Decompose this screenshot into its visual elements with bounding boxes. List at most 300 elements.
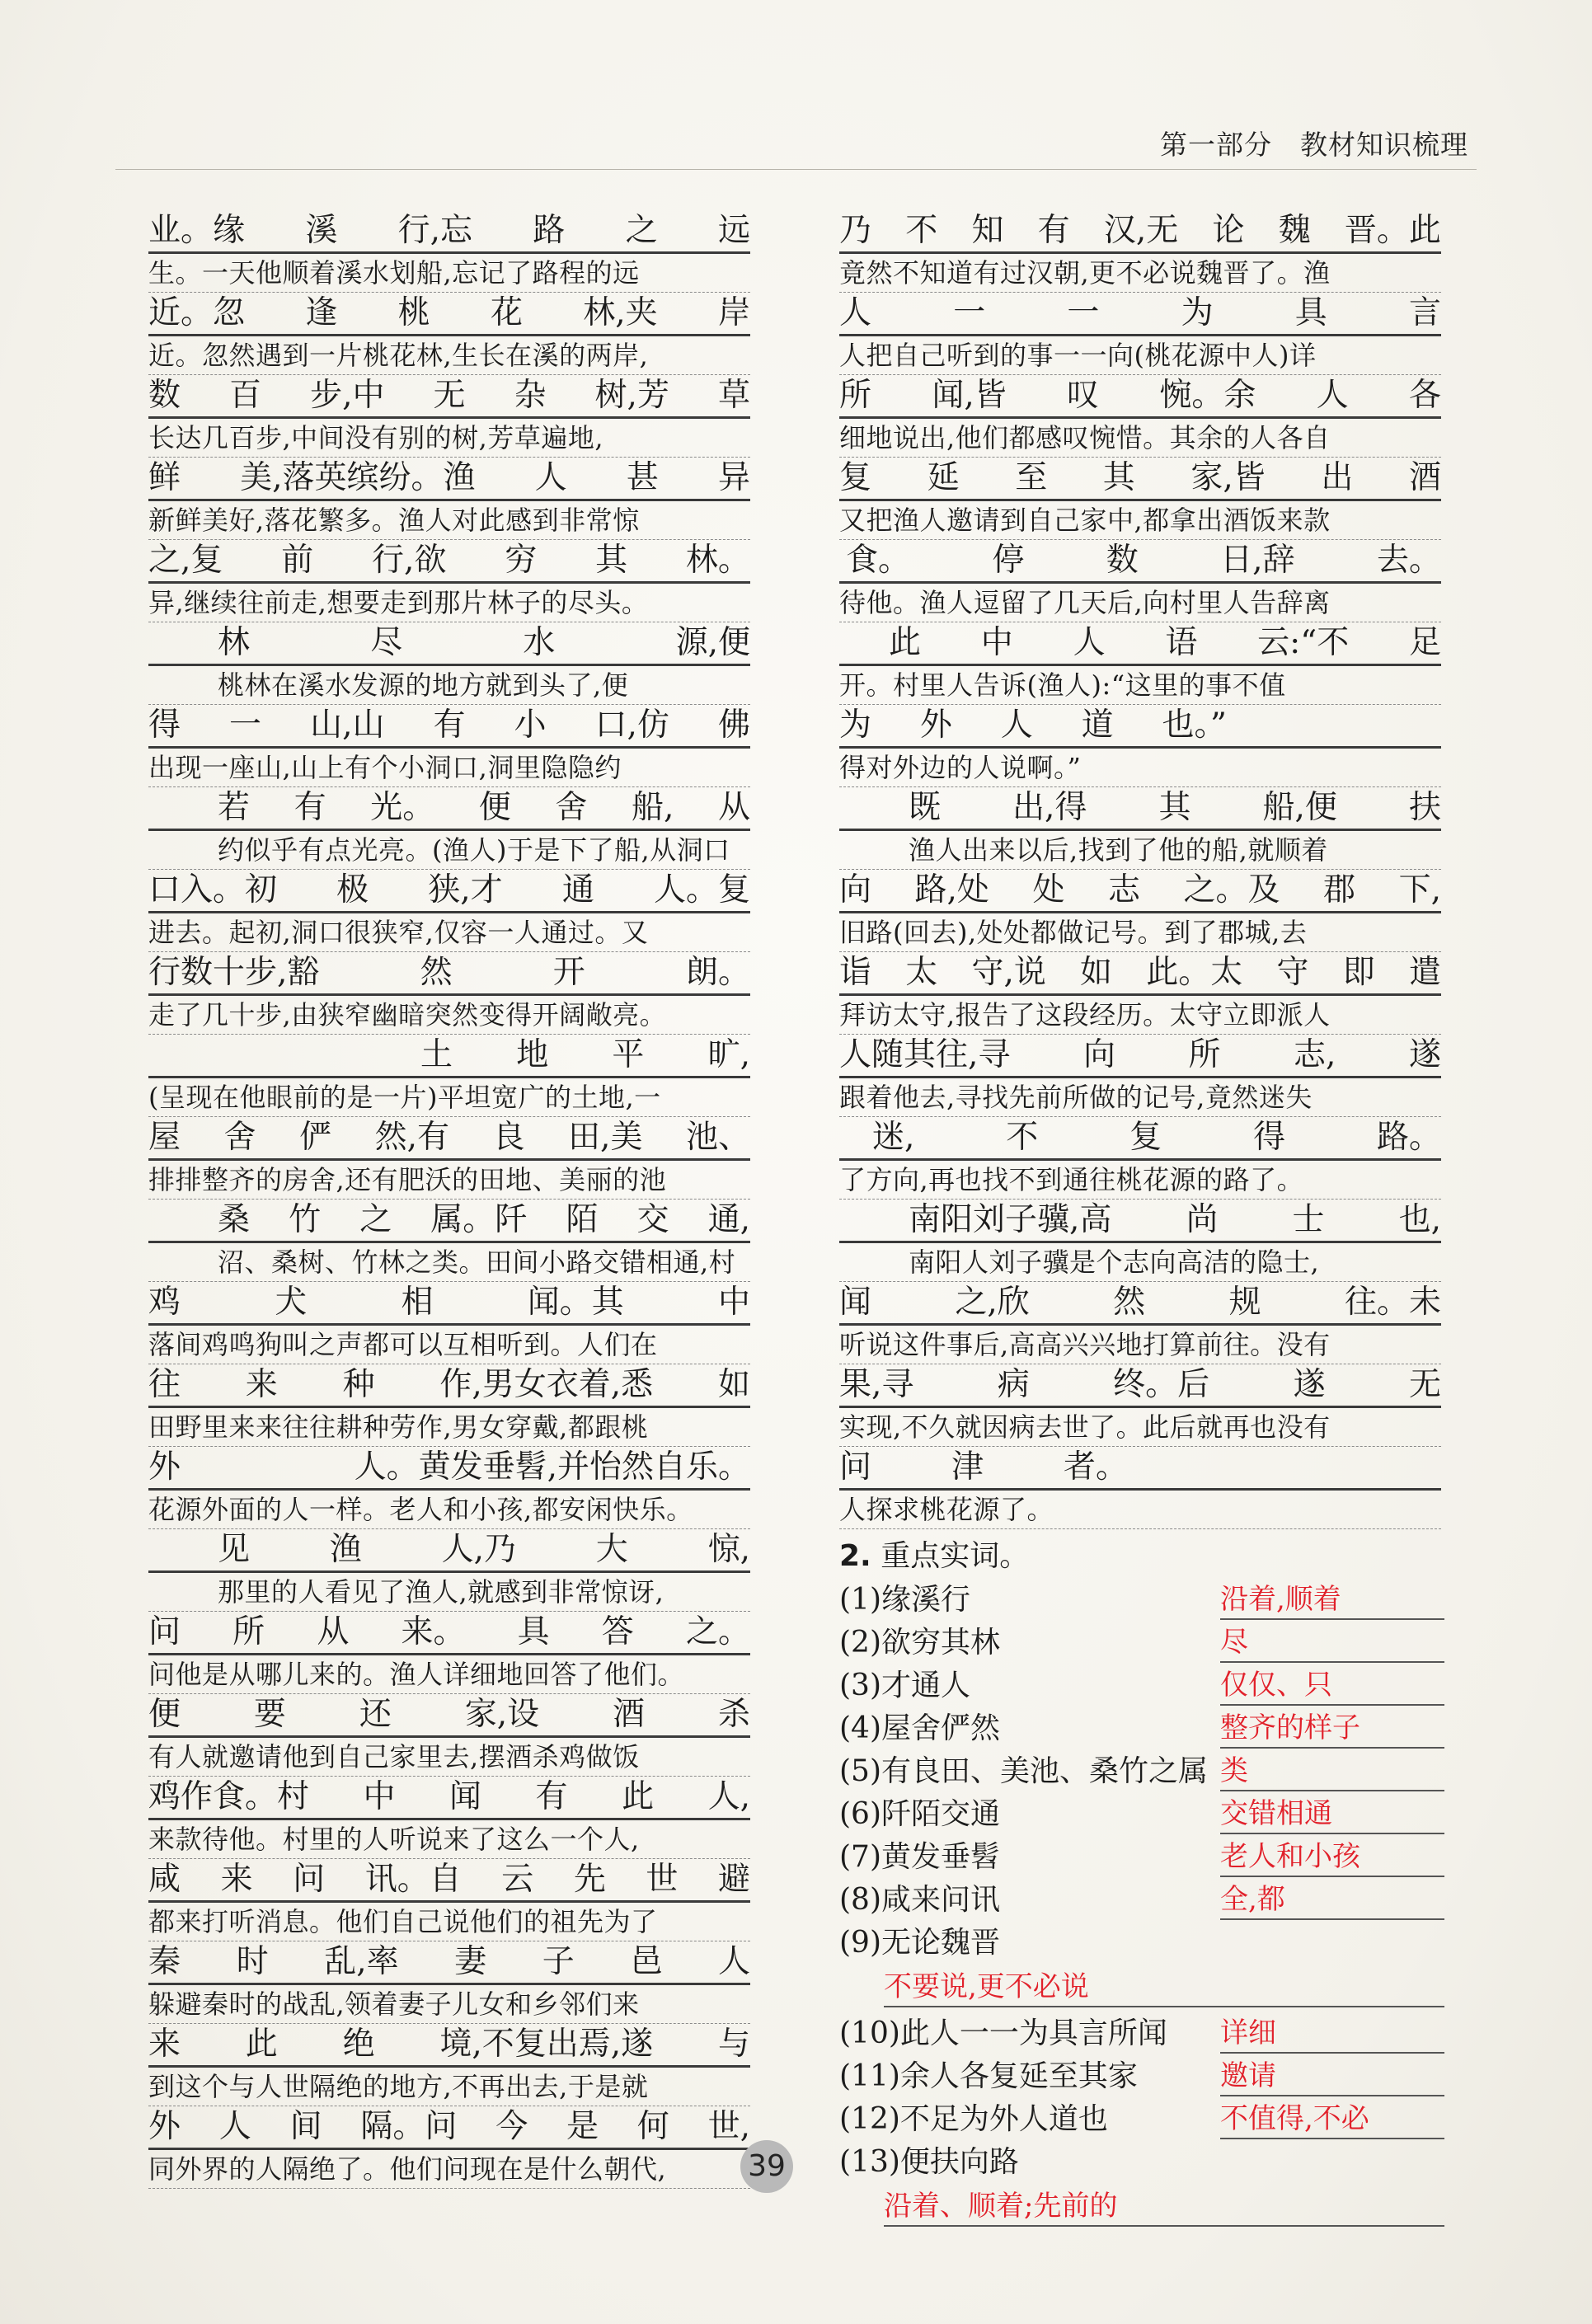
translation-line: 实现,不久就因病去世了。此后就再也没有 — [839, 1408, 1441, 1447]
original-segment: 其 — [595, 542, 628, 579]
original-segment: 得 — [148, 707, 181, 744]
original-segment: 家,皆 — [1190, 459, 1266, 496]
original-segment: 树,芳 — [594, 377, 669, 414]
original-segment: 人 — [1316, 377, 1349, 414]
original-segment: 之 — [359, 1201, 392, 1238]
translation-line: 桃林在溪水发源的地方就到头了,便 — [148, 666, 750, 705]
original-segment: 一 — [229, 707, 262, 744]
original-segment: 一 — [1067, 294, 1100, 331]
vocab-item — [839, 2141, 1441, 2184]
original-segment: 花 — [490, 294, 523, 331]
original-segment: 人 — [218, 2108, 251, 2145]
original-segment: 乃 — [839, 212, 872, 249]
original-segment: 有 — [433, 707, 466, 744]
original-segment: 溪 — [305, 212, 338, 249]
original-segment: 数 — [148, 377, 181, 414]
original-line — [839, 952, 1441, 996]
original-line — [148, 787, 750, 831]
original-segment: 志, — [1294, 1036, 1336, 1073]
original-segment: 此 — [622, 1778, 655, 1815]
original-segment: 停 — [992, 542, 1025, 579]
original-segment: 狭,才 — [428, 871, 503, 908]
original-segment: 言 — [1408, 294, 1441, 331]
original-segment: 路,处 — [914, 871, 989, 908]
vocab-answer: 不要说,更不必说 — [884, 1968, 1444, 2007]
original-segment: 无 — [433, 377, 466, 414]
original-segment: 桑 — [218, 1201, 251, 1238]
original-segment: 遣 — [1408, 954, 1441, 991]
translation-line: 跟着他去,寻找先前所做的记号,竟然迷失 — [839, 1078, 1441, 1117]
original-line — [148, 1941, 750, 1985]
translation-line: 到这个与人世隔绝的地方,不再出去,于是就 — [148, 2068, 750, 2106]
translation-line: 南阳人刘子骥是个志向高洁的隐士, — [839, 1243, 1441, 1282]
original-segment: 惋。余 — [1159, 377, 1256, 414]
vocab-answer: 类 — [1220, 1752, 1444, 1791]
original-segment: 迷, — [872, 1119, 915, 1156]
original-segment: 便 — [148, 1696, 181, 1733]
original-segment: 见 — [218, 1531, 251, 1568]
original-segment: 通 — [561, 871, 594, 908]
original-segment: 为 — [1181, 294, 1214, 331]
original-segment: 远 — [717, 212, 750, 249]
original-line — [839, 705, 1441, 749]
original-segment: 子 — [542, 1943, 575, 1980]
vocab-answer: 仅仅、只 — [1220, 1666, 1444, 1706]
original-segment: 津 — [951, 1448, 984, 1486]
original-segment: 向 — [839, 871, 872, 908]
original-segment: 绝 — [342, 2026, 375, 2063]
vocab-answer: 沿着,顺着 — [1220, 1580, 1444, 1620]
original-segment: 之,欣 — [955, 1284, 1030, 1321]
original-segment: 人随其往,寻 — [839, 1036, 1011, 1073]
original-line — [148, 2024, 750, 2068]
original-segment: 闻 — [839, 1284, 872, 1321]
original-line — [839, 1200, 1441, 1243]
original-segment: 云:“不 — [1257, 624, 1350, 661]
original-segment: 避 — [717, 1861, 750, 1898]
original-segment: 问 — [148, 1613, 181, 1650]
original-segment: 具 — [1294, 294, 1327, 331]
original-segment: 闻。其 — [527, 1284, 624, 1321]
original-segment: 路。 — [1376, 1119, 1441, 1156]
original-segment: 陌 — [566, 1201, 599, 1238]
original-line — [839, 293, 1441, 336]
original-segment: 从 — [717, 789, 750, 826]
vocab-question: (5)有良田、美池、桑竹之属 — [839, 1754, 1208, 1788]
original-line — [839, 1035, 1441, 1078]
vocab-list — [839, 1579, 1441, 2232]
vocab-item — [839, 1836, 1441, 1879]
original-segment: 通, — [707, 1201, 750, 1238]
translation-line: 细地说出,他们都感叹惋惜。其余的人各自 — [839, 419, 1441, 458]
original-segment: 船, — [631, 789, 674, 826]
original-segment: 遂 — [1293, 1366, 1326, 1403]
translation-line: 都来打听消息。他们自己说他们的祖先为了 — [148, 1903, 750, 1941]
original-segment: 者。 — [1063, 1448, 1128, 1486]
original-segment: 何 — [636, 2108, 669, 2145]
original-line — [839, 375, 1441, 419]
translation-line: 渔人出来以后,找到了他的船,就顺着 — [839, 831, 1441, 870]
original-segment: 向 — [1082, 1036, 1115, 1073]
original-segment: 人 — [839, 294, 872, 331]
original-segment: 是 — [566, 2108, 599, 2145]
vocab-question: (11)余人各复延至其家 — [839, 2059, 1138, 2093]
original-segment: 来 — [220, 1861, 253, 1898]
original-segment: 也。” — [1162, 707, 1227, 744]
original-segment: 外 — [148, 1448, 181, 1486]
original-segment: 闻 — [449, 1778, 482, 1815]
original-line — [148, 458, 750, 501]
original-segment: 杀 — [717, 1696, 750, 1733]
original-segment: 守,说 — [971, 954, 1046, 991]
original-segment: 先 — [573, 1861, 606, 1898]
original-segment: 延 — [927, 459, 960, 496]
original-line — [148, 375, 750, 419]
translation-line: 出现一座山,山上有个小洞口,洞里隐隐约 — [148, 749, 750, 787]
original-segment: 山,山 — [310, 707, 385, 744]
translation-line: 人把自己听到的事一一向(桃花源中人)详 — [839, 336, 1441, 375]
original-segment: 岸 — [717, 294, 750, 331]
translation-line: 约似乎有点光亮。(渔人)于是下了船,从洞口 — [148, 831, 750, 870]
original-segment: 相 — [401, 1284, 434, 1321]
original-segment: 间 — [289, 2108, 322, 2145]
original-segment: 作,男女衣着,悉 — [439, 1366, 654, 1403]
vocab-question: (9)无论魏晋 — [839, 1926, 1000, 1960]
vocab-answer: 整齐的样子 — [1220, 1709, 1444, 1749]
translation-line: 问他是从哪儿来的。渔人详细地回答了他们。 — [148, 1655, 750, 1694]
original-line — [839, 458, 1441, 501]
translation-line: 同外界的人隔绝了。他们问现在是什么朝代, — [148, 2150, 750, 2189]
original-segment: 舍 — [223, 1119, 256, 1156]
translation-line: 拜访太守,报告了这段经历。太守立即派人 — [839, 996, 1441, 1035]
original-segment: 良 — [492, 1119, 525, 1156]
original-segment: 然,有 — [374, 1119, 449, 1156]
translation-line: 走了几十步,由狭窄幽暗突然变得开阔敞亮。 — [148, 996, 750, 1035]
original-line — [148, 2106, 750, 2150]
original-line — [148, 293, 750, 336]
original-segment: 竹 — [289, 1201, 322, 1238]
original-segment: 所 — [839, 377, 872, 414]
original-segment: 足 — [1408, 624, 1441, 661]
original-line — [839, 1364, 1441, 1408]
original-segment: 鸡作食。村 — [148, 1778, 310, 1815]
original-segment: 郡 — [1323, 871, 1356, 908]
original-segment: 若 — [218, 789, 251, 826]
vocab-item — [839, 1879, 1441, 1922]
vocab-question: (2)欲穷其林 — [839, 1626, 1000, 1660]
original-line — [148, 210, 750, 254]
original-segment: 终。后 — [1113, 1366, 1210, 1403]
original-segment: 数 — [1106, 542, 1139, 579]
original-segment: 与 — [717, 2026, 750, 2063]
original-segment: 往。未 — [1344, 1284, 1441, 1321]
translation-line: 长达几百步,中间没有别的树,芳草遍地, — [148, 419, 750, 458]
original-segment: 舍 — [555, 789, 588, 826]
original-segment: 种 — [342, 1366, 375, 1403]
original-segment: 得 — [1253, 1119, 1286, 1156]
original-segment: 地 — [516, 1036, 549, 1073]
original-segment: 土 — [420, 1036, 453, 1073]
original-segment: 甚 — [626, 459, 659, 496]
original-segment: 中 — [717, 1284, 750, 1321]
original-line — [148, 1282, 750, 1326]
original-segment: 此 — [889, 624, 922, 661]
vocab-question: (7)黄发垂髫 — [839, 1840, 1000, 1874]
vocab-question: (8)咸来问讯 — [839, 1883, 1000, 1917]
original-segment: 鲜 — [148, 459, 181, 496]
original-line — [839, 622, 1441, 666]
translation-line: 那里的人看见了渔人,就感到非常惊讶, — [148, 1573, 750, 1612]
original-segment: 杂 — [514, 377, 547, 414]
original-segment: 路 — [533, 212, 566, 249]
original-segment: 闻,皆 — [932, 377, 1007, 414]
original-segment: 百 — [229, 377, 262, 414]
original-segment: 之。 — [685, 1613, 750, 1650]
original-line — [148, 1364, 750, 1408]
original-segment: 知 — [971, 212, 1004, 249]
original-segment: 酒 — [613, 1696, 646, 1733]
original-segment: 世, — [707, 2108, 750, 2145]
original-segment: 此 — [245, 2026, 278, 2063]
vocab-answer: 沿着、顺着;先前的 — [884, 2187, 1444, 2227]
translation-line: 竟然不知道有过汉朝,更不必说魏晋了。渔 — [839, 254, 1441, 293]
original-segment: 口,仿 — [594, 707, 669, 744]
original-segment: 人,乃 — [441, 1531, 516, 1568]
original-segment: 无 — [1408, 1366, 1441, 1403]
original-segment: 小 — [514, 707, 547, 744]
page-header: 第一部分 教材知识梳理 — [1160, 129, 1468, 161]
original-segment: 邑 — [630, 1943, 663, 1980]
original-segment: 问 — [293, 1861, 326, 1898]
vocab-heading — [839, 1534, 1441, 1579]
original-segment: 步,中 — [310, 377, 385, 414]
translation-line: 异,继续往前走,想要走到那片林子的尽头。 — [148, 584, 750, 622]
original-segment: 各 — [1408, 377, 1441, 414]
original-line — [148, 622, 750, 666]
original-line — [839, 210, 1441, 254]
original-segment: 渔 — [329, 1531, 362, 1568]
original-segment: 之 — [625, 212, 658, 249]
original-segment: 开 — [552, 954, 585, 991]
left-column — [148, 210, 750, 2189]
original-segment: 人 — [1000, 707, 1033, 744]
original-segment: 来 — [148, 2026, 181, 2063]
vocab-question: (6)阡陌交通 — [839, 1797, 1000, 1831]
original-line — [839, 1117, 1441, 1161]
translation-line: 人探求桃花源了。 — [839, 1491, 1441, 1529]
original-segment: 池、 — [685, 1119, 750, 1156]
original-segment: 尽 — [370, 624, 403, 661]
original-segment: 外 — [919, 707, 952, 744]
original-segment: 逢 — [305, 294, 338, 331]
vocab-item — [839, 2098, 1441, 2141]
original-segment: 出 — [1321, 459, 1354, 496]
original-segment: 此。太 — [1146, 954, 1243, 991]
translation-line: 花源外面的人一样。老人和小孩,都安闲快乐。 — [148, 1491, 750, 1529]
original-segment: 食。 — [846, 542, 911, 579]
original-segment: 口入。初 — [148, 871, 278, 908]
vocab-question: (13)便扶向路 — [839, 2145, 1019, 2179]
original-segment: 外 — [148, 2108, 181, 2145]
original-segment: 下, — [1398, 871, 1441, 908]
original-segment: 水 — [523, 624, 556, 661]
original-segment: 隔。问 — [360, 2108, 458, 2145]
translation-line: 近。忽然遇到一片桃花林,生长在溪的两岸, — [148, 336, 750, 375]
translation-line: 来款待他。村里的人听说来了这么一个人, — [148, 1820, 750, 1859]
original-segment: 便 — [478, 789, 511, 826]
original-segment: 往 — [148, 1366, 181, 1403]
original-segment: 其 — [1102, 459, 1135, 496]
original-segment: 所 — [1188, 1036, 1221, 1073]
original-segment: 如 — [717, 1366, 750, 1403]
vocab-item — [839, 2055, 1441, 2098]
original-segment: 行,忘 — [397, 212, 473, 249]
original-segment: 源,便 — [675, 624, 750, 661]
original-line — [148, 705, 750, 749]
original-segment: 家,设 — [464, 1696, 540, 1733]
translation-line: 得对外边的人说啊。” — [839, 749, 1441, 787]
vocab-item — [839, 1750, 1441, 1793]
original-segment: 田,美 — [568, 1119, 643, 1156]
original-line — [148, 870, 750, 913]
original-line — [839, 1447, 1441, 1491]
vocab-item — [839, 1664, 1441, 1707]
vocab-question: (3)才通人 — [839, 1669, 970, 1702]
original-segment: 复 — [839, 459, 872, 496]
translation-line: 新鲜美好,落花繁多。渔人对此感到非常惊 — [148, 501, 750, 540]
original-segment: 处 — [1032, 871, 1065, 908]
original-segment: 士 — [1292, 1201, 1325, 1238]
original-segment: 妻 — [454, 1943, 487, 1980]
original-line — [148, 1117, 750, 1161]
original-segment: 之。及 — [1183, 871, 1280, 908]
original-segment: 船,便 — [1262, 789, 1337, 826]
translation-line: (呈现在他眼前的是一片)平坦宽广的土地,一 — [148, 1078, 750, 1117]
original-segment: 时 — [236, 1943, 269, 1980]
original-line — [839, 1282, 1441, 1326]
original-segment: 不 — [1006, 1119, 1039, 1156]
original-segment: 语 — [1165, 624, 1198, 661]
original-segment: 秦 — [148, 1943, 181, 1980]
vocab-item — [839, 1707, 1441, 1750]
original-segment: 来。 — [401, 1613, 466, 1650]
original-segment: 佛 — [717, 707, 750, 744]
translation-line: 有人就邀请他到自己家里去,摆酒杀鸡做饭 — [148, 1738, 750, 1777]
original-segment: 复 — [1129, 1119, 1162, 1156]
original-segment: 答 — [601, 1613, 634, 1650]
vocab-answer: 交错相通 — [1220, 1795, 1444, 1834]
original-segment: 近。忽 — [148, 294, 246, 331]
vocab-question: (12)不足为外人道也 — [839, 2102, 1108, 2136]
vocab-title: 重点实词。 — [881, 1539, 1030, 1573]
right-text — [839, 210, 1441, 1529]
original-segment: 穷 — [505, 542, 538, 579]
original-segment: 交 — [636, 1201, 669, 1238]
original-segment: 然 — [420, 954, 453, 991]
original-segment: 所 — [232, 1613, 265, 1650]
original-segment: 志 — [1107, 871, 1140, 908]
original-segment: 不 — [905, 212, 938, 249]
original-line — [148, 540, 750, 584]
original-segment: 为 — [839, 707, 872, 744]
original-segment: 桃 — [397, 294, 430, 331]
original-line — [839, 540, 1441, 584]
original-segment: 日,辞 — [1220, 542, 1295, 579]
original-segment: 大 — [595, 1531, 628, 1568]
original-segment: 诣 — [839, 954, 872, 991]
vocab-question: (1)缘溪行 — [839, 1583, 970, 1617]
original-segment: 论 — [1212, 212, 1245, 249]
original-segment: 光。 — [370, 789, 435, 826]
original-segment: 乱,率 — [324, 1943, 399, 1980]
original-segment: 属。阡 — [430, 1201, 528, 1238]
original-line — [148, 1612, 750, 1655]
original-segment: 鸡 — [148, 1284, 181, 1321]
original-segment: 一 — [953, 294, 986, 331]
original-segment: 之,复 — [148, 542, 223, 579]
original-segment: 前 — [281, 542, 314, 579]
original-segment: 至 — [1015, 459, 1048, 496]
original-segment: 人。复 — [653, 871, 750, 908]
original-segment: 汉,无 — [1103, 212, 1179, 249]
translation-line: 田野里来来往往耕种劳作,男女穿戴,都跟桃 — [148, 1408, 750, 1447]
vocab-answer: 尽 — [1220, 1623, 1444, 1663]
original-segment: 旷, — [707, 1036, 750, 1073]
original-segment: 扶 — [1408, 789, 1441, 826]
original-line — [148, 1200, 750, 1243]
translation-line: 听说这件事后,高高兴兴地打算前往。没有 — [839, 1326, 1441, 1364]
original-line — [148, 1694, 750, 1738]
original-segment: 病 — [997, 1366, 1030, 1403]
translation-line: 躲避秦时的战乱,领着妻子儿女和乡邻们来 — [148, 1985, 750, 2024]
original-segment: 异 — [717, 459, 750, 496]
original-segment: 遂 — [1408, 1036, 1441, 1073]
original-segment: 业。缘 — [148, 212, 246, 249]
original-segment: 有 — [294, 789, 326, 826]
original-segment: 魏 — [1278, 212, 1311, 249]
vocab-number: 2. — [839, 1539, 871, 1573]
original-segment: 从 — [317, 1613, 350, 1650]
original-segment: 行,欲 — [372, 542, 447, 579]
original-line — [839, 870, 1441, 913]
vocab-answer: 详细 — [1220, 2014, 1444, 2054]
original-segment: 南阳刘子骥,高 — [909, 1201, 1112, 1238]
original-line — [148, 1859, 750, 1903]
original-segment: 中 — [980, 624, 1013, 661]
original-segment: 世 — [646, 1861, 679, 1898]
original-segment: 叹 — [1067, 377, 1100, 414]
original-segment: 道 — [1081, 707, 1114, 744]
original-segment: 规 — [1228, 1284, 1261, 1321]
original-segment: 讯。自 — [364, 1861, 462, 1898]
vocab-item — [839, 1793, 1441, 1836]
vocab-answer-row — [839, 1965, 1441, 2012]
original-segment: 人。黄发垂髫,并怡然自乐。 — [354, 1448, 750, 1486]
vocab-answer: 老人和小孩 — [1220, 1838, 1444, 1877]
translation-line: 待他。渔人逗留了几天后,向村里人告辞离 — [839, 584, 1441, 622]
original-segment: 来 — [245, 1366, 278, 1403]
translation-line: 开。村里人告诉(渔人):“这里的事不值 — [839, 666, 1441, 705]
vocab-answer: 邀请 — [1220, 2057, 1444, 2096]
original-segment: 人 — [717, 1943, 750, 1980]
original-segment: 平 — [612, 1036, 645, 1073]
page-number: 39 — [740, 2140, 793, 2193]
original-line — [148, 952, 750, 996]
original-line — [148, 1529, 750, 1573]
original-segment: 行数十步,豁 — [148, 954, 320, 991]
original-segment: 如 — [1080, 954, 1113, 991]
original-segment: 人 — [1073, 624, 1106, 661]
